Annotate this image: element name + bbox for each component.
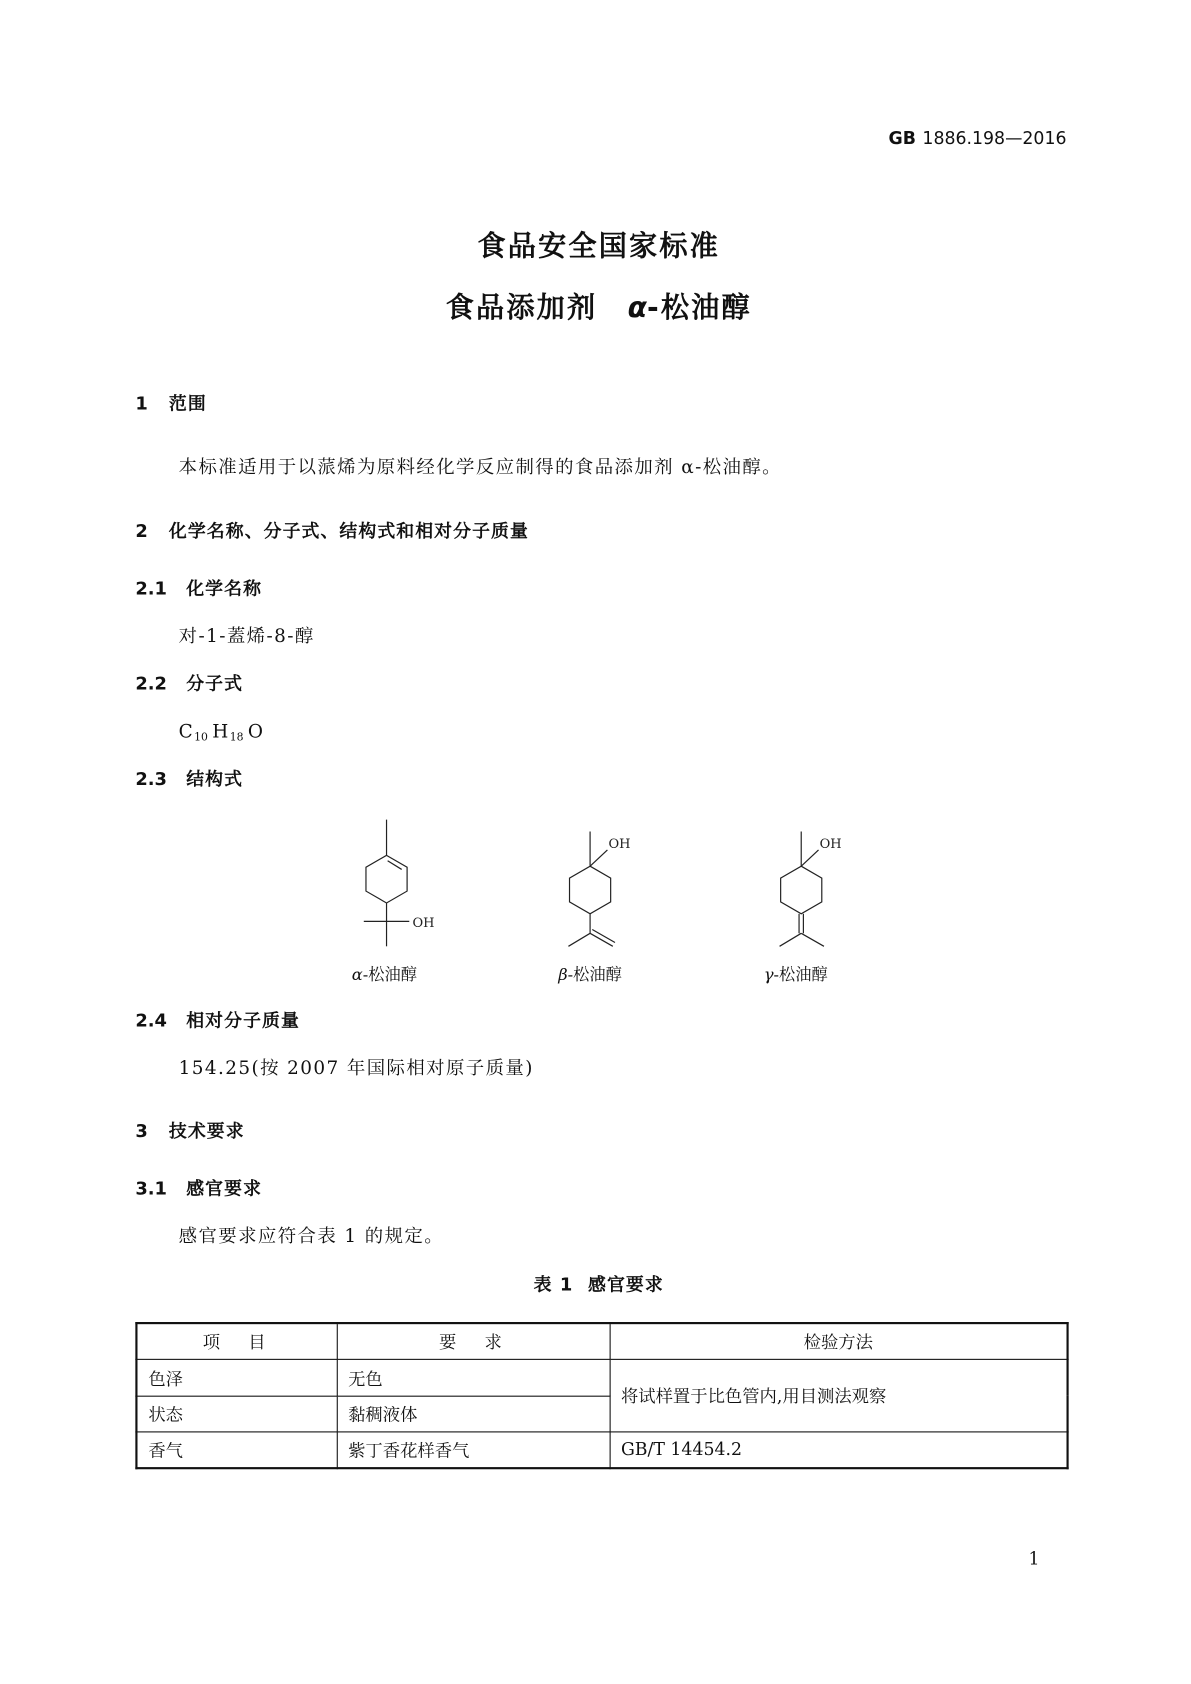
cell-method-merged: 将试样置于比色管内,用目测法观察 xyxy=(610,1359,1068,1432)
cell-requirement: 紫丁香花样香气 xyxy=(337,1431,610,1468)
table-header-row xyxy=(136,1323,1067,1359)
page-number: 1 xyxy=(1028,1548,1040,1569)
title-line-2 xyxy=(0,291,1191,326)
structure-label-gamma xyxy=(742,964,850,986)
section-title: 技术要求 xyxy=(168,1120,245,1142)
title-line-2-greek: α xyxy=(627,292,647,325)
section-heading-2-4 xyxy=(135,1010,300,1032)
section-title: 化学名称 xyxy=(186,578,263,599)
section-number: 3.1 xyxy=(135,1178,167,1199)
column-header-requirement: 要 求 xyxy=(337,1323,610,1359)
title-line-2-rest: -松油醇 xyxy=(646,292,752,325)
column-header-method: 检验方法 xyxy=(610,1323,1068,1359)
oh-bond xyxy=(590,850,607,866)
structure-label-beta xyxy=(536,964,644,986)
sensory-requirement-paragraph: 感官要求应符合表 1 的规定。 xyxy=(178,1225,445,1248)
section-heading-1 xyxy=(135,393,206,415)
section-heading-2 xyxy=(135,521,529,543)
formula-h-count: 18 xyxy=(229,731,244,744)
section-title: 相对分子质量 xyxy=(186,1010,300,1031)
structure-label-name: -松油醇 xyxy=(362,964,417,985)
ring-double-bond xyxy=(388,861,402,870)
section-title: 结构式 xyxy=(186,768,244,790)
section-heading-2-2 xyxy=(135,673,243,695)
sensory-requirements-table xyxy=(135,1322,1068,1469)
scope-paragraph: 本标准适用于以蒎烯为原料经化学反应制得的食品添加剂 α-松油醇。 xyxy=(178,456,782,479)
structure-label-greek: β xyxy=(558,964,568,985)
cell-item: 香气 xyxy=(136,1431,336,1468)
section-number: 2.1 xyxy=(135,578,167,599)
section-number: 3 xyxy=(135,1120,148,1142)
section-title: 化学名称、分子式、结构式和相对分子质量 xyxy=(168,520,529,542)
structure-label-name: -松油醇 xyxy=(773,964,828,985)
section-title: 分子式 xyxy=(186,673,244,695)
table-row xyxy=(136,1359,1067,1396)
section-title: 感官要求 xyxy=(186,1178,263,1199)
molecular-formula xyxy=(179,720,265,750)
section-heading-3-1 xyxy=(135,1178,262,1200)
section-heading-2-3 xyxy=(135,769,243,791)
formula-c: C xyxy=(178,721,195,743)
relative-molecular-mass: 154.25(按 2007 年国际相对原子质量) xyxy=(178,1057,534,1080)
structure-label-name: -松油醇 xyxy=(567,964,622,985)
standard-code-prefix: GB xyxy=(888,127,916,149)
formula-c-count: 10 xyxy=(194,731,208,744)
c8-methyl-bond-right xyxy=(801,933,824,946)
section-number: 1 xyxy=(135,393,148,414)
oh-label: OH xyxy=(412,915,435,931)
c8-methyl-bond xyxy=(568,933,590,946)
cyclohexane-ring xyxy=(781,866,822,914)
section-heading-3 xyxy=(135,1121,244,1143)
alpha-terpineol-structure xyxy=(364,820,435,947)
cell-requirement: 黏稠液体 xyxy=(337,1396,610,1432)
section-title: 范围 xyxy=(168,393,207,414)
section-number: 2.4 xyxy=(135,1010,167,1031)
section-number: 2 xyxy=(135,520,148,542)
cell-item: 状态 xyxy=(136,1396,336,1432)
table-row xyxy=(136,1431,1067,1468)
oh-bond xyxy=(801,850,818,866)
cyclohexene-ring xyxy=(366,855,407,903)
oh-label: OH xyxy=(608,836,631,852)
section-number: 2.2 xyxy=(135,673,167,695)
column-header-item: 项 目 xyxy=(136,1323,336,1359)
section-heading-2-1 xyxy=(135,578,262,600)
cell-method: GB/T 14454.2 xyxy=(610,1431,1068,1468)
cyclohexane-ring xyxy=(570,866,611,914)
beta-terpineol-structure xyxy=(568,832,630,947)
table-caption: 表 1 感官要求 xyxy=(533,1274,664,1295)
formula-h: H xyxy=(212,721,230,743)
standard-code xyxy=(888,128,1066,150)
cell-item: 色泽 xyxy=(136,1359,336,1396)
standard-code-number: 1886.198—2016 xyxy=(922,127,1067,149)
cell-requirement: 无色 xyxy=(337,1359,610,1396)
gamma-terpineol-structure xyxy=(780,832,842,947)
structure-label-greek: γ xyxy=(763,964,774,985)
title-line-2-main: 食品添加剂 xyxy=(445,292,598,325)
c8-methyl-bond-left xyxy=(780,933,802,946)
formula-o: O xyxy=(247,721,265,743)
structure-label-alpha xyxy=(330,964,438,986)
oh-label: OH xyxy=(819,836,842,852)
title-line-1: 食品安全国家标准 xyxy=(477,230,721,264)
section-number: 2.3 xyxy=(135,768,167,790)
chemical-name: 对-1-蓋烯-8-醇 xyxy=(178,625,315,648)
structure-label-greek: α xyxy=(351,964,363,985)
